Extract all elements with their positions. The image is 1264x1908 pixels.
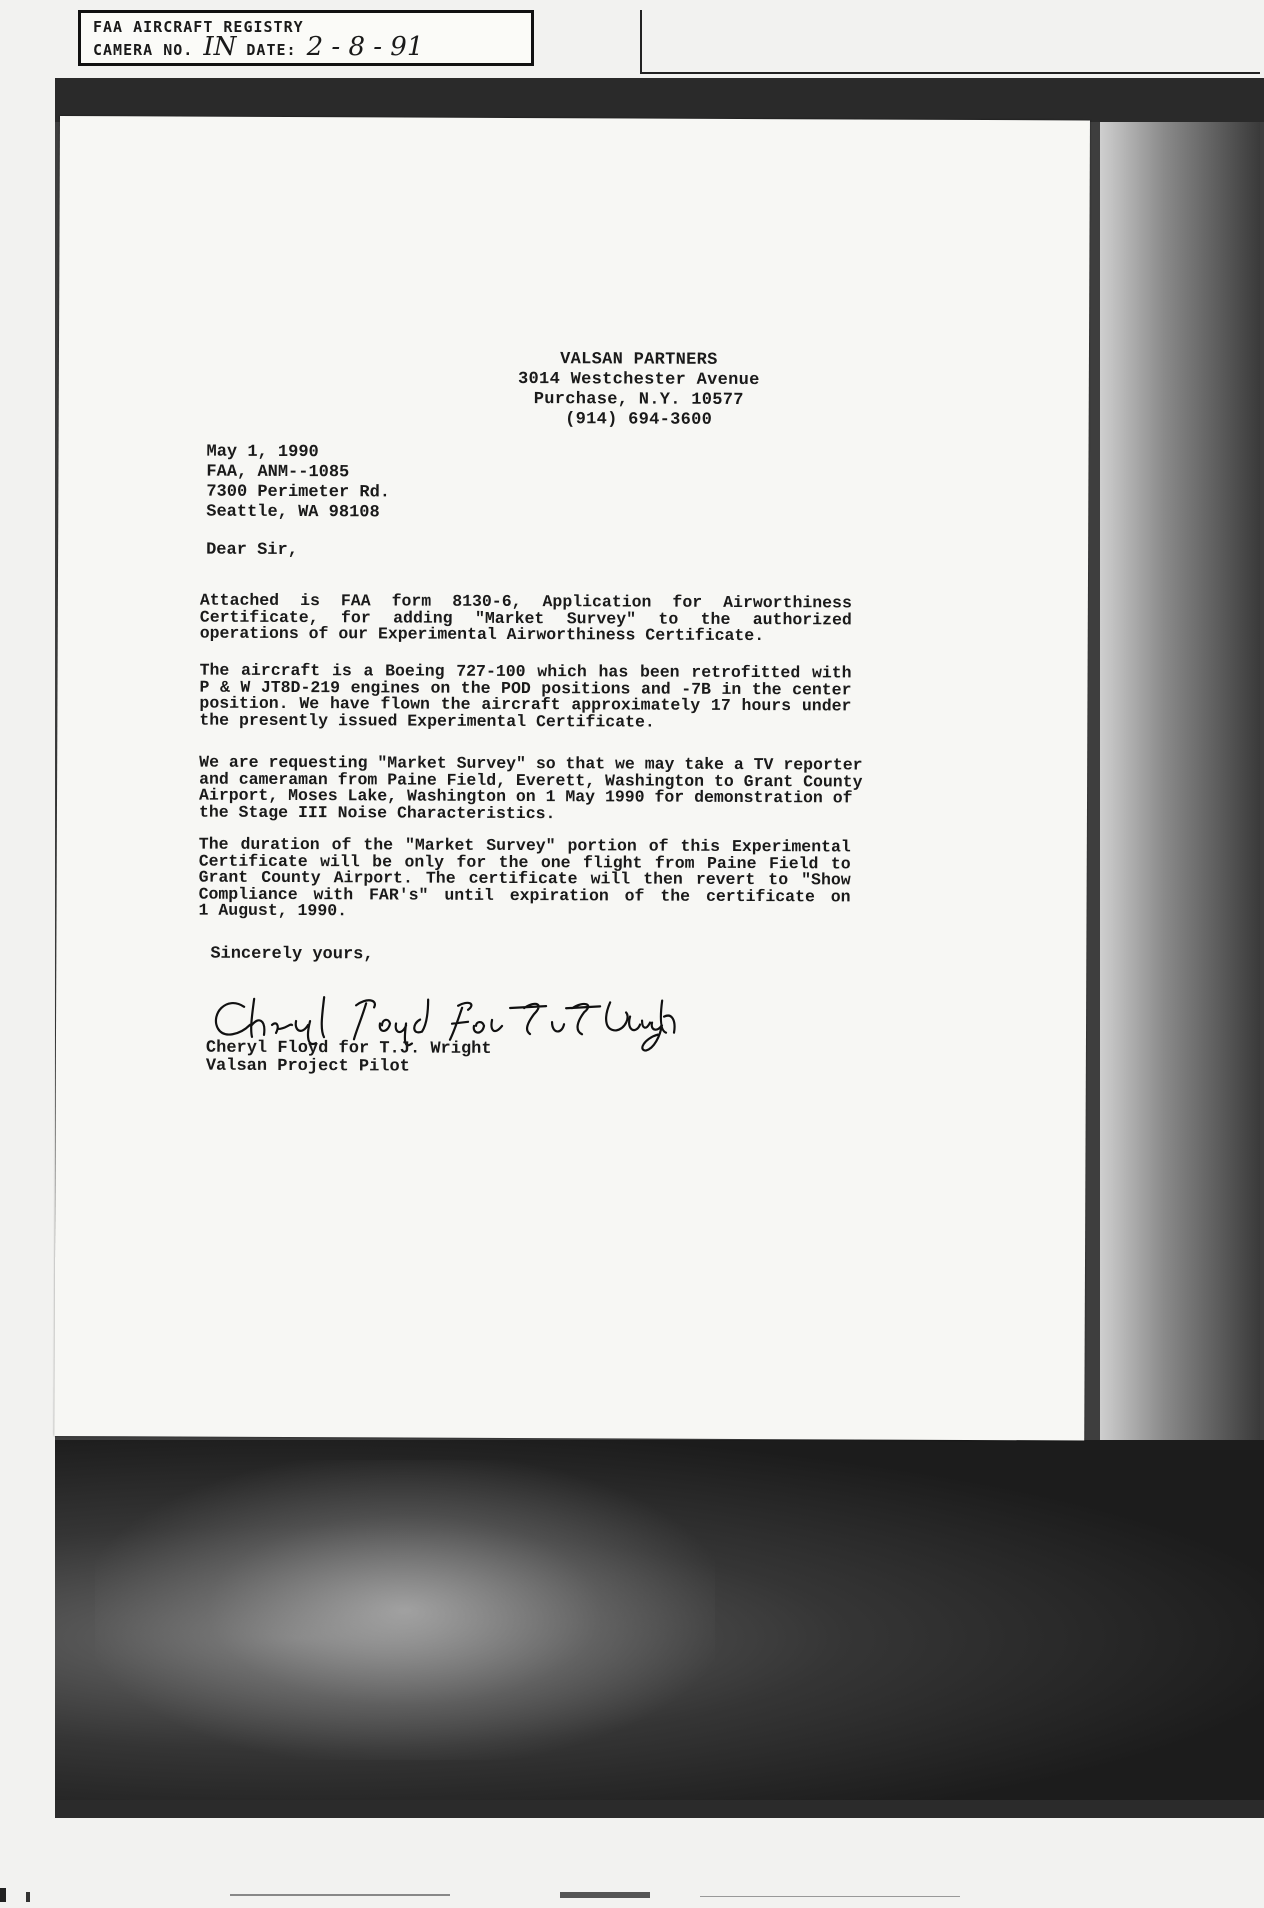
paragraph-line: and cameraman from Paine Field, Everett, Washington to Grant County — [199, 769, 863, 792]
paragraph-2 — [199, 660, 852, 732]
stamp-camera-value: IN — [203, 32, 237, 62]
paragraph-line: the Stage III Noise Characteristics. — [198, 802, 556, 823]
company-phone: (914) 694-3600 — [565, 410, 713, 430]
scan-right-edge — [1100, 122, 1260, 1442]
registry-stamp — [78, 10, 534, 66]
stamp-date-label: DATE: — [246, 41, 297, 59]
salutation: Dear Sir, — [206, 540, 298, 561]
paragraph-line: operations of our Experimental Airworthiness Certificate. — [199, 623, 765, 646]
paragraph-line: Compliance with FAR's" until expiration of the certificate on — [198, 884, 851, 906]
paragraph-line: Grant County Airport. The certificate will then revert to "Show — [198, 867, 851, 890]
recipient-name: FAA, ANM--1085 — [206, 462, 350, 483]
recipient-city: Seattle, WA 98108 — [206, 502, 380, 523]
stamp-title: FAA AIRCRAFT REGISTRY — [93, 18, 304, 36]
company-city: Purchase, N.Y. 10577 — [533, 390, 744, 410]
address-block — [206, 443, 390, 524]
letter-page — [54, 116, 1090, 1440]
stamp-date-value: 2 - 8 - 91 — [306, 32, 424, 62]
stamp-side-box — [640, 10, 1260, 74]
paragraph-line: 1 August, 1990. — [198, 900, 348, 921]
signer-name: Cheryl Floyd for T.J. Wright — [205, 1038, 492, 1059]
company-name: VALSAN PARTNERS — [560, 350, 718, 370]
paragraph-line: We are requesting "Market Survey" so that we may take a TV reporter — [199, 752, 863, 775]
recipient-street: 7300 Perimeter Rd. — [206, 482, 391, 503]
paragraph-line: The aircraft is a Boeing 727-100 which has been retrofitted with — [199, 660, 852, 683]
paragraph-line: Attached is FAA form 8130-6, Application for Airworthiness — [199, 590, 852, 613]
paragraph-line: position. We have flown the aircraft approximately 17 hours under — [199, 693, 852, 716]
paragraph-line: the presently issued Experimental Certificate. — [199, 710, 655, 732]
closing: Sincerely yours, — [210, 944, 374, 965]
stamp-camera-label: CAMERA NO. — [93, 41, 194, 59]
letterhead — [459, 350, 819, 432]
signer-title: Valsan Project Pilot — [205, 1056, 410, 1077]
paragraph-4 — [198, 834, 851, 922]
scan-bottom-band — [55, 1800, 1264, 1818]
signature-block — [206, 1040, 492, 1077]
paragraph-3 — [198, 752, 863, 824]
paragraph-line: Airport, Moses Lake, Washington on 1 May 1990 for demonstration of — [198, 785, 853, 808]
stamp-camera-date-row — [93, 32, 519, 62]
paragraph-line: Certificate, for adding "Market Survey" to the authorized — [199, 607, 852, 629]
paragraph-1 — [199, 590, 852, 646]
paragraph-line: The duration of the "Market Survey" portion of this Experimental — [198, 834, 851, 857]
scan-top-band — [55, 78, 1264, 122]
scan-lower-highlight — [95, 1460, 715, 1760]
paragraph-line: P & W JT8D-219 engines on the POD positions and -7B in the center — [199, 677, 852, 699]
paragraph-line: Certificate will be only for the one flight from Paine Field to — [198, 851, 851, 873]
company-street: 3014 Westchester Avenue — [518, 370, 760, 391]
scan-edge-specks — [0, 1880, 1264, 1908]
letter-date: May 1, 1990 — [206, 442, 319, 463]
